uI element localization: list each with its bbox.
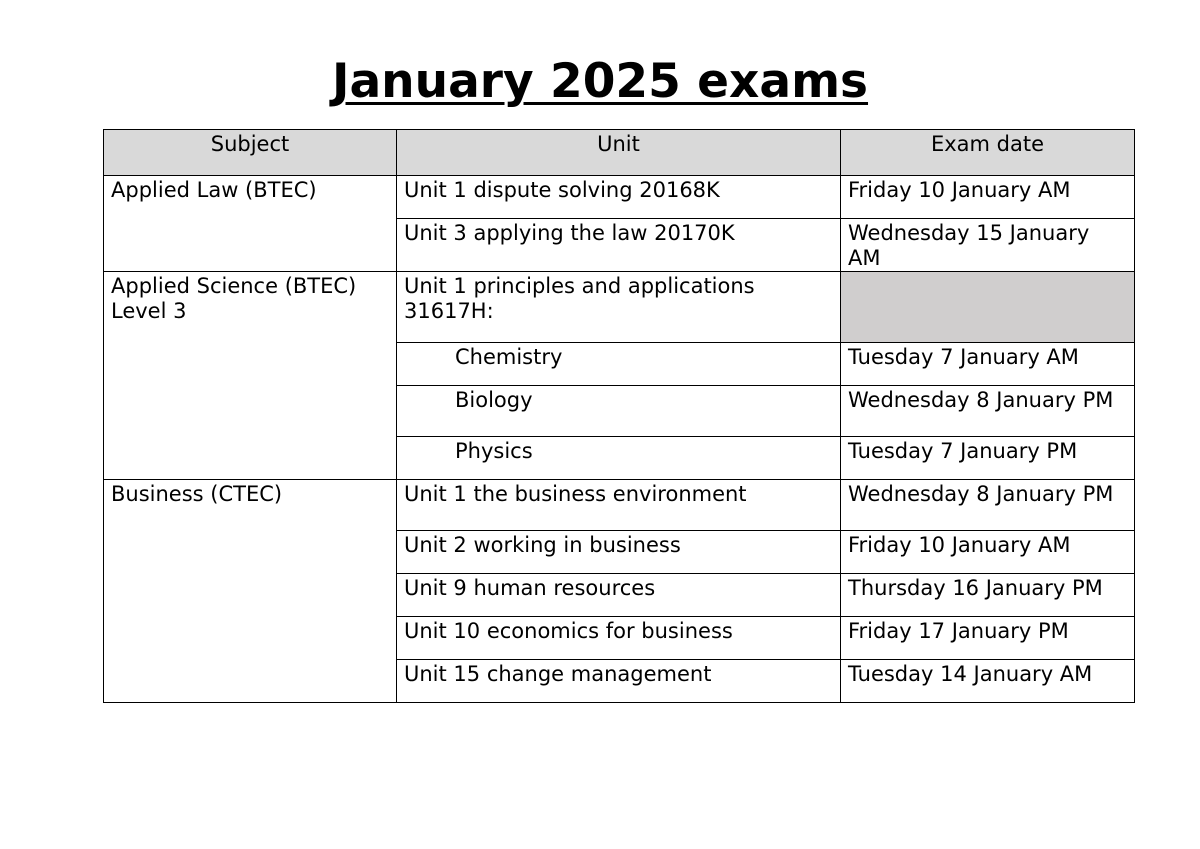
subject-cell-applied-science [104, 272, 397, 480]
unit-cell: Unit 9 human resources [397, 574, 841, 617]
unit-cell: Physics [397, 437, 841, 480]
subject-cell-business: Business (CTEC) [104, 480, 397, 703]
header-subject: Subject [104, 130, 397, 176]
unit-cell: Unit 15 change management [397, 660, 841, 703]
exam-date-cell: Wednesday 8 January PM [841, 386, 1135, 437]
exam-date-cell: Wednesday 8 January PM [841, 480, 1135, 531]
unit-cell: Chemistry [397, 343, 841, 386]
page-title: January 2025 exams [331, 54, 869, 109]
unit-cell: Unit 1 principles and applications 31617H: [397, 272, 841, 343]
unit-cell: Unit 1 the business environment [397, 480, 841, 531]
exam-date-cell: Friday 10 January AM [841, 176, 1135, 219]
exam-date-cell: Wednesday 15 January AM [841, 219, 1135, 272]
unit-cell: Unit 3 applying the law 20170K [397, 219, 841, 272]
unit-cell: Unit 1 dispute solving 20168K [397, 176, 841, 219]
exam-date-cell: Friday 17 January PM [841, 617, 1135, 660]
header-unit: Unit [397, 130, 841, 176]
unit-cell: Biology [397, 386, 841, 437]
table-row [104, 176, 1135, 219]
exam-date-cell: Friday 10 January AM [841, 531, 1135, 574]
unit-cell: Unit 2 working in business [397, 531, 841, 574]
subject-cell-applied-law: Applied Law (BTEC) [104, 176, 397, 272]
exam-date-cell-empty [841, 272, 1135, 343]
exam-date-cell: Tuesday 14 January AM [841, 660, 1135, 703]
exam-date-cell: Tuesday 7 January AM [841, 343, 1135, 386]
header-exam-date: Exam date [841, 130, 1135, 176]
exam-timetable [103, 129, 1135, 703]
subject-line: Level 3 [111, 299, 187, 323]
table-header-row [104, 130, 1135, 176]
exam-date-cell: Thursday 16 January PM [841, 574, 1135, 617]
unit-cell: Unit 10 economics for business [397, 617, 841, 660]
exam-date-cell: Tuesday 7 January PM [841, 437, 1135, 480]
table-row [104, 272, 1135, 343]
subject-line: Applied Science (BTEC) [111, 274, 357, 298]
table-row [104, 480, 1135, 531]
